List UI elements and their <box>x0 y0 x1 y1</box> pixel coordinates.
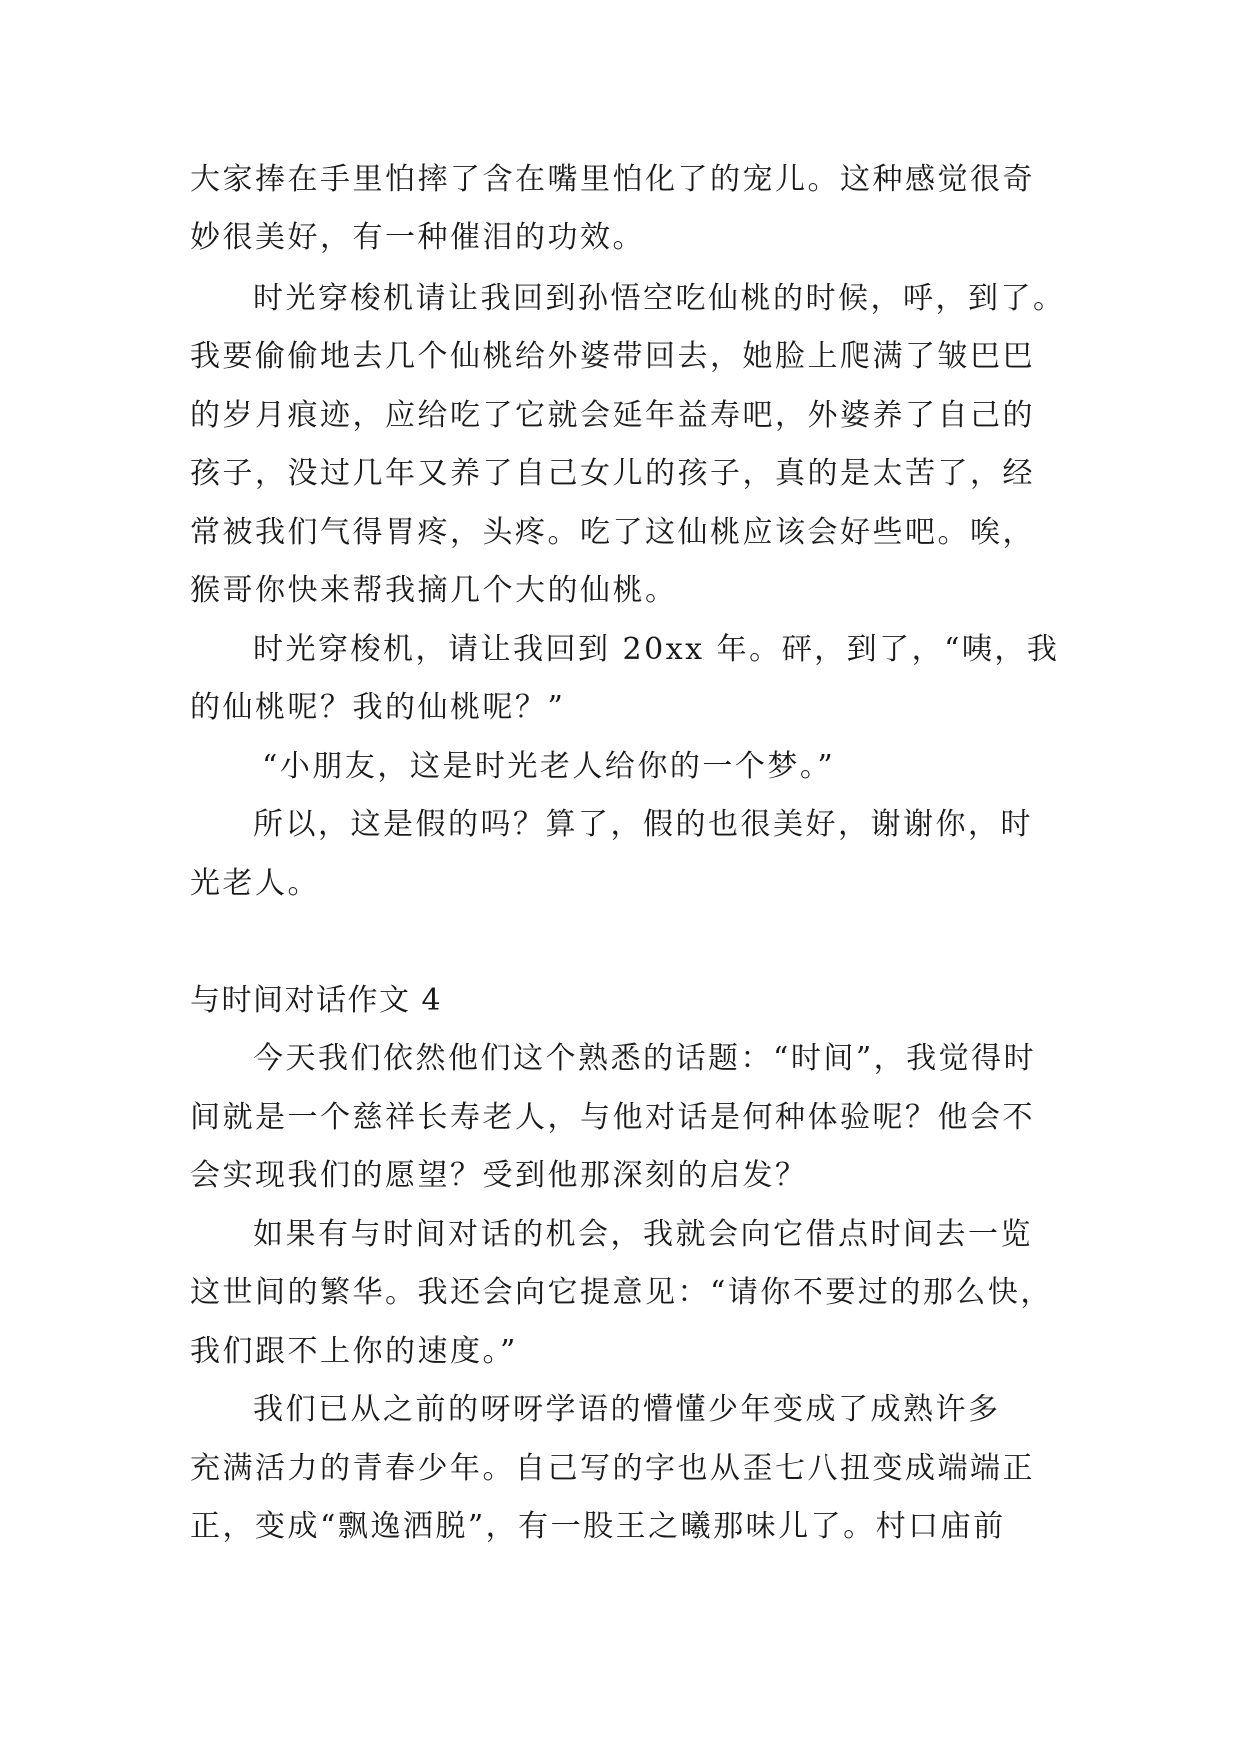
paragraph-line: 时光穿梭机，请让我回到 20xx 年。砰，到了，“咦，我 <box>253 632 1060 667</box>
paragraph-line: 我们跟不上你的速度。” <box>190 1334 518 1369</box>
paragraph-line: 大家捧在手里怕摔了含在嘴里怕化了的宠儿。这种感觉很奇 <box>190 162 1035 197</box>
paragraph-line: 光老人。 <box>190 866 320 901</box>
paragraph-line: 我要偷偷地去几个仙桃给外婆带回去，她脸上爬满了皱巴巴 <box>190 339 1035 374</box>
paragraph-line: 如果有与时间对话的机会，我就会向它借点时间去一览 <box>253 1217 1033 1252</box>
paragraph-line: 的岁月痕迹，应给吃了它就会延年益寿吧，外婆养了自己的 <box>190 398 1035 433</box>
paragraph-line: 妙很美好，有一种催泪的功效。 <box>190 220 645 255</box>
paragraph-line: “小朋友，这是时光老人给你的一个梦。” <box>262 749 836 784</box>
paragraph-line: 时光穿梭机请让我回到孙悟空吃仙桃的时候，呼，到了。 <box>253 281 1066 316</box>
paragraph-line: 充满活力的青春少年。自己写的字也从歪七八扭变成端端正 <box>190 1451 1035 1486</box>
paragraph-line: 所以，这是假的吗？算了，假的也很美好，谢谢你，时 <box>253 807 1033 842</box>
paragraph-line: 这世间的繁华。我还会向它提意见：“请你不要过的那么快， <box>190 1275 1053 1310</box>
paragraph-line: 间就是一个慈祥长寿老人，与他对话是何种体验呢？他会不 <box>190 1100 1035 1135</box>
paragraph-line: 正，变成“飘逸洒脱”，有一股王之曦那味儿了。村口庙前 <box>190 1509 1006 1544</box>
paragraph-line: 孩子，没过几年又养了自己女儿的孩子，真的是太苦了，经 <box>190 456 1035 491</box>
paragraph-line: 常被我们气得胃疼，头疼。吃了这仙桃应该会好些吧。唉， <box>190 515 1035 550</box>
paragraph-line: 猴哥你快来帮我摘几个大的仙桃。 <box>190 573 678 608</box>
paragraph-line: 会实现我们的愿望？受到他那深刻的启发？ <box>190 1158 808 1193</box>
section-heading: 与时间对话作文 4 <box>190 983 443 1018</box>
paragraph-line: 我们已从之前的呀呀学语的懵懂少年变成了成熟许多 <box>253 1392 1001 1427</box>
paragraph-line: 的仙桃呢？我的仙桃呢？” <box>190 690 566 725</box>
paragraph-line: 今天我们依然他们这个熟悉的话题：“时间”，我觉得时 <box>253 1041 1037 1076</box>
